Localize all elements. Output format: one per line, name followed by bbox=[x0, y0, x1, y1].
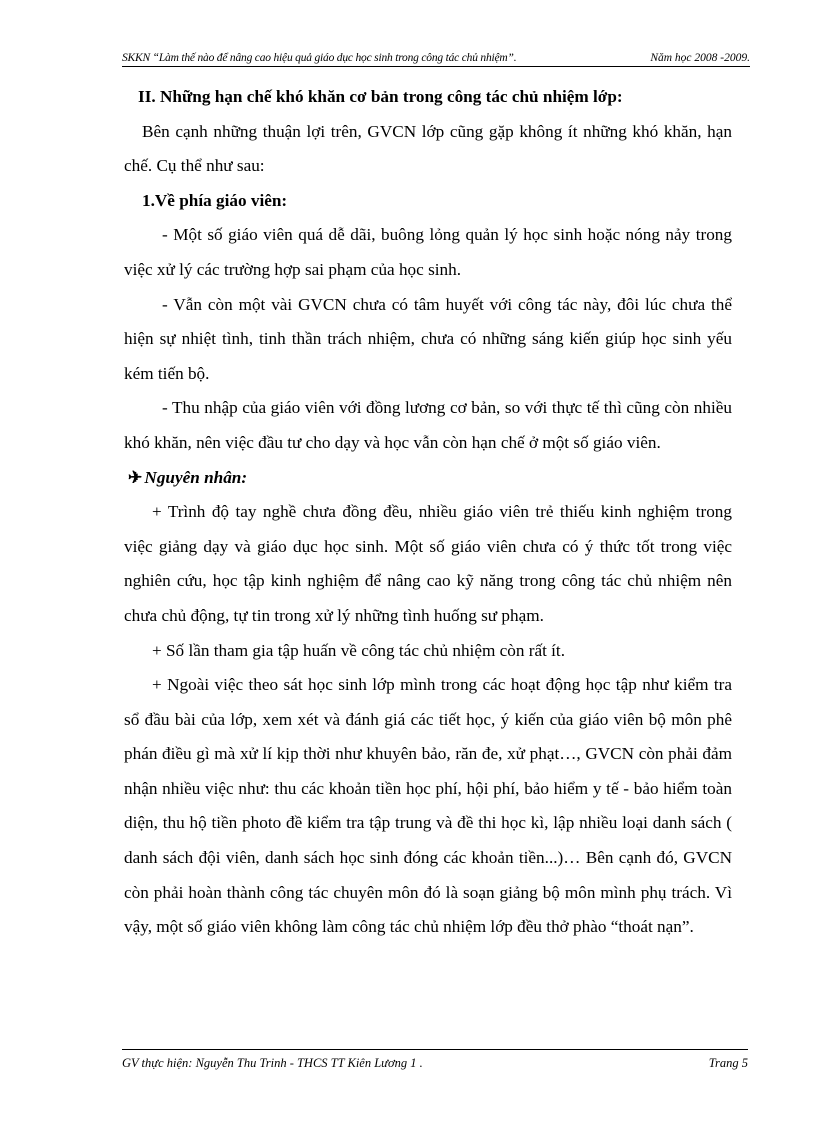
cause-item: + Trình độ tay nghề chưa đồng đều, nhiều giáo viên trẻ thiếu kinh nghiệm trong việc giảng dạy và giáo dục học sinh. Một số giáo viên chưa có ý thức tốt trong việc nghiên cứu, học tập kinh nghiệm để nâng cao kỹ năng trong công tác chủ nhiệm nên chưa chủ động, tự tin trong xử lý những tình huống sư phạm. bbox=[124, 502, 732, 625]
page-header bbox=[122, 52, 750, 67]
cause-item: + Số lần tham gia tập huấn về công tác chủ nhiệm còn rất ít. bbox=[152, 640, 566, 660]
page-number: Trang 5 bbox=[708, 1056, 748, 1070]
teacher-point: - Vẫn còn một vài GVCN chưa có tâm huyết với công tác này, đôi lúc chưa thể hiện sự nhiệt tình, tinh thần trách nhiệm, chưa có những sáng kiến giúp học sinh yếu kém tiến bộ. bbox=[124, 294, 732, 383]
teacher-point: - Một số giáo viên quá dễ dãi, buông lỏng quản lý học sinh hoặc nóng nảy trong việc xử lý các trường hợp sai phạm của học sinh. bbox=[124, 225, 732, 279]
intro-paragraph: Bên cạnh những thuận lợi trên, GVCN lớp cũng gặp không ít những khó khăn, hạn chế. Cụ thể như sau: bbox=[124, 121, 732, 176]
teacher-point: - Thu nhập của giáo viên với đồng lương cơ bản, so với thực tế thì cũng còn nhiều khó khăn, nên việc đầu tư cho dạy và học vẫn còn hạn chế ở một số giáo viên. bbox=[124, 398, 732, 452]
page-footer bbox=[122, 1049, 748, 1071]
footer-author: GV thực hiện: Nguyễn Thu Trinh - THCS TT Kiên Lương 1 . bbox=[122, 1056, 423, 1070]
cause-heading-row bbox=[124, 461, 732, 496]
section-title: II. Những hạn chế khó khăn cơ bản trong công tác chủ nhiệm lớp: bbox=[138, 87, 623, 106]
cause-item: + Ngoài việc theo sát học sinh lớp mình trong các hoạt động học tập như kiểm tra sổ đầu bài của lớp, xem xét và đánh giá các tiết học, ý kiến của giáo viên bộ môn phê phán điều gì mà xử lí kịp thời như khuyên bảo, răn đe, xử phạt…, GVCN còn phải đảm nhận nhiều việc như: thu các khoản tiền học phí, hội phí, bảo hiểm y tế - bảo hiểm toàn diện, thu hộ tiền photo đề kiểm tra tập trung và đề thi học kì, lập nhiều loại danh sách ( danh sách đội viên, danh sách học sinh đóng các khoản tiền...)… Bên cạnh đó, GVCN còn phải hoàn thành công tác chuyên môn đó là soạn giảng bộ môn mình phụ trách. Vì vậy, một số giáo viên không làm công tác chủ nhiệm lớp đều thở phào “thoát nạn”. bbox=[124, 675, 732, 937]
header-school-year: Năm học 2008 -2009. bbox=[650, 52, 750, 64]
page-content bbox=[124, 80, 732, 945]
airplane-icon: ✈ bbox=[128, 467, 143, 487]
header-title: SKKN “Làm thế nào để nâng cao hiệu quả giáo dục học sinh trong công tác chủ nhiệm”. bbox=[122, 52, 517, 64]
subsection-title: 1.Về phía giáo viên: bbox=[142, 190, 288, 210]
cause-heading: Nguyên nhân: bbox=[144, 467, 248, 487]
